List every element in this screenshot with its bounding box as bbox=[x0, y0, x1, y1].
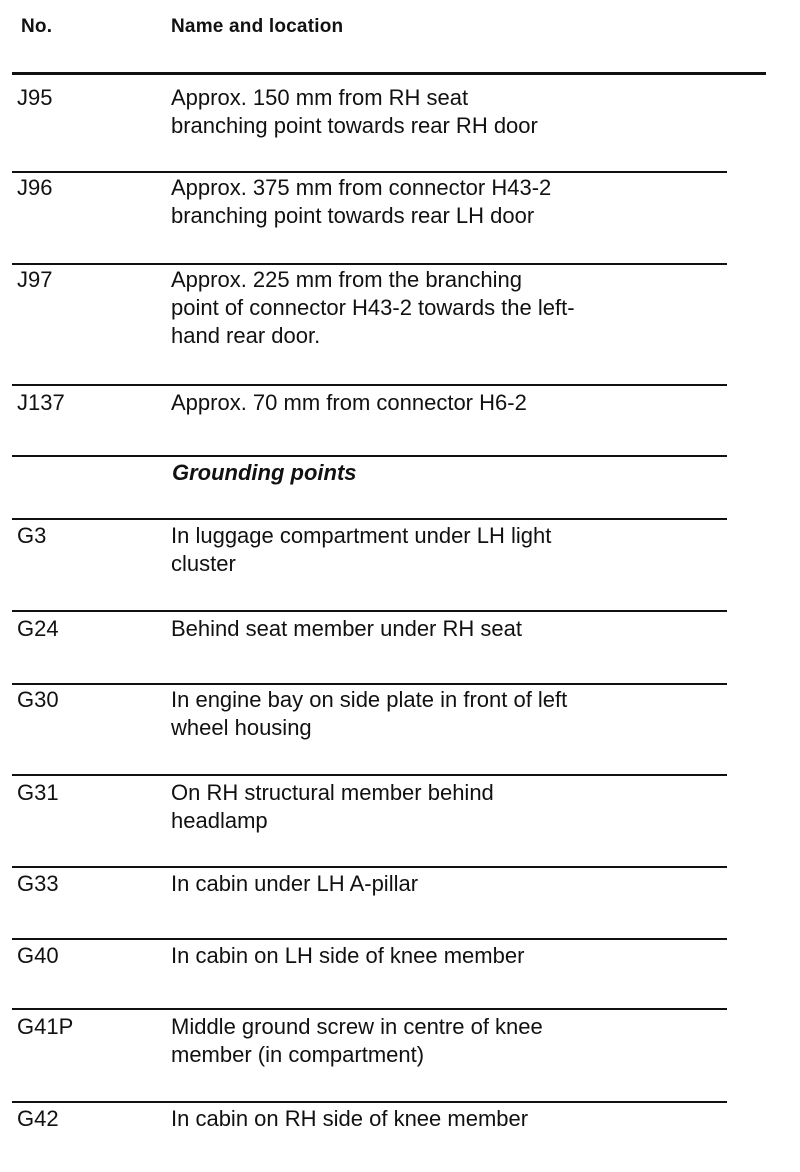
row-code: G42 bbox=[17, 1106, 59, 1131]
description-line: In luggage compartment under LH light bbox=[171, 523, 552, 548]
description-line: Middle ground screw in centre of knee bbox=[171, 1014, 543, 1039]
description-line: hand rear door. bbox=[171, 323, 321, 348]
row-code: G33 bbox=[17, 871, 59, 896]
row-code: G30 bbox=[17, 687, 59, 712]
row-description bbox=[171, 686, 731, 742]
row-code: G3 bbox=[17, 523, 47, 548]
description-line: branching point towards rear RH door bbox=[171, 113, 538, 138]
description-line: Approx. 70 mm from connector H6-2 bbox=[171, 390, 527, 415]
row-divider bbox=[12, 171, 727, 173]
row-divider bbox=[12, 774, 727, 776]
row-description bbox=[171, 1013, 731, 1069]
row-description bbox=[171, 942, 731, 970]
row-code: J95 bbox=[17, 85, 53, 110]
row-description bbox=[171, 174, 731, 230]
row-divider bbox=[12, 683, 727, 685]
row-code: G31 bbox=[17, 780, 59, 805]
row-divider bbox=[12, 263, 727, 265]
row-description bbox=[171, 84, 731, 140]
row-code: J97 bbox=[17, 267, 53, 292]
row-description bbox=[171, 266, 731, 350]
description-line: Approx. 375 mm from connector H43-2 bbox=[171, 175, 552, 200]
row-code: G40 bbox=[17, 943, 59, 968]
row-divider bbox=[12, 610, 727, 612]
row-code: J137 bbox=[17, 390, 65, 415]
description-line: Behind seat member under RH seat bbox=[171, 616, 522, 641]
description-line: In engine bay on side plate in front of left bbox=[171, 687, 568, 712]
row-divider bbox=[12, 938, 727, 940]
description-line: Approx. 225 mm from the branching bbox=[171, 267, 522, 292]
header-divider bbox=[12, 72, 766, 75]
description-line: cluster bbox=[171, 551, 236, 576]
description-line: headlamp bbox=[171, 808, 268, 833]
description-line: wheel housing bbox=[171, 715, 312, 740]
row-description bbox=[171, 615, 731, 643]
row-code: G41P bbox=[17, 1014, 74, 1039]
section-title-grounding-points: Grounding points bbox=[172, 460, 357, 485]
row-code: G24 bbox=[17, 616, 59, 641]
description-line: branching point towards rear LH door bbox=[171, 203, 535, 228]
row-divider bbox=[12, 384, 727, 386]
row-description bbox=[171, 779, 731, 835]
row-description bbox=[171, 389, 731, 417]
description-line: In cabin on LH side of knee member bbox=[171, 943, 525, 968]
description-line: point of connector H43-2 towards the left- bbox=[171, 295, 575, 320]
row-description bbox=[171, 1105, 731, 1133]
row-description bbox=[171, 522, 731, 578]
column-header-no: No. bbox=[21, 16, 53, 37]
description-line: Approx. 150 mm from RH seat bbox=[171, 85, 469, 110]
row-code: J96 bbox=[17, 175, 53, 200]
row-divider bbox=[12, 1101, 727, 1103]
row-divider bbox=[12, 518, 727, 520]
row-description bbox=[171, 870, 731, 898]
row-divider bbox=[12, 866, 727, 868]
row-divider bbox=[12, 1008, 727, 1010]
column-header-name-location: Name and location bbox=[171, 16, 344, 37]
description-line: In cabin on RH side of knee member bbox=[171, 1106, 529, 1131]
description-line: On RH structural member behind bbox=[171, 780, 494, 805]
row-divider bbox=[12, 455, 727, 457]
description-line: In cabin under LH A-pillar bbox=[171, 871, 419, 896]
description-line: member (in compartment) bbox=[171, 1042, 425, 1067]
